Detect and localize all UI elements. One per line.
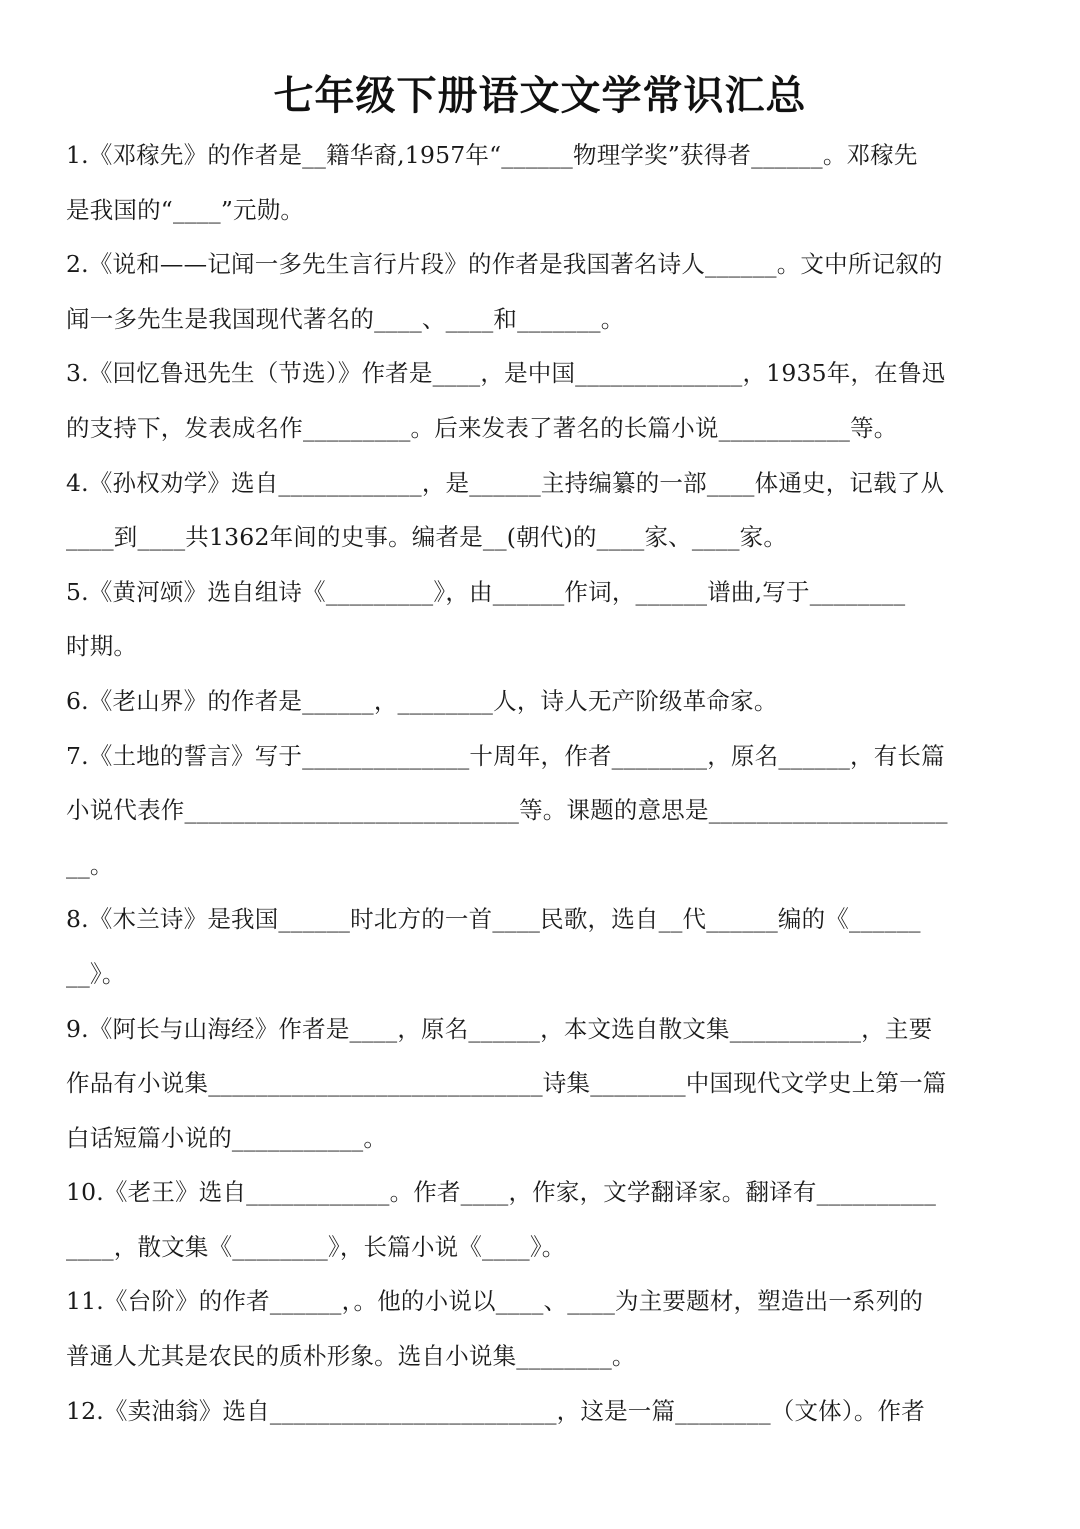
- text-line: 5.《黄河颂》选自组诗《_________》，由______作词，______谱曲,写于________: [66, 577, 906, 606]
- text-line: 小说代表作____________________________等。课题的意思是____________________: [66, 796, 948, 825]
- text-line: 7.《土地的誓言》写于______________十周年，作者________，原名______，有长篇: [66, 741, 945, 770]
- text-line: 是我国的“____”元勋。: [66, 195, 305, 224]
- text-line: 8.《木兰诗》是我国______时北方的一首____民歌，选自__代______编的《______: [66, 905, 921, 934]
- text-line: 1.《邓稼先》的作者是__籍华裔,1957年“______物理学奖”获得者______。邓稼先: [66, 141, 918, 169]
- question-list: [66, 128, 1014, 1438]
- text-line: __》。: [66, 959, 126, 988]
- document-title: 七年级下册语文文学常识汇总: [273, 73, 807, 119]
- text-line: 时期。: [66, 632, 138, 661]
- text-line: 12.《卖油翁》选自________________________，这是一篇________（文体）。作者: [66, 1396, 925, 1425]
- text-line: 普通人尤其是农民的质朴形象。选自小说集________。: [66, 1342, 636, 1371]
- text-line: 的支持下，发表成名作_________。后来发表了著名的长篇小说___________等。: [66, 413, 898, 442]
- text-line: 9.《阿长与山海经》作者是____，原名______，本文选自散文集___________，主要: [66, 1014, 933, 1043]
- text-line: 10.《老王》选自____________。作者____，作家，文学翻译家。翻译有__________: [66, 1178, 937, 1207]
- text-line: __。: [66, 850, 114, 879]
- text-line: 3.《回忆鲁迅先生（节选）》作者是____，是中国______________，1935年，在鲁迅: [66, 359, 946, 388]
- text-line: 6.《老山界》的作者是______，________人，诗人无产阶级革命家。: [66, 686, 778, 715]
- text-line: 白话短篇小说的___________。: [66, 1123, 388, 1152]
- text-line: ____，散文集《________》，长篇小说《____》。: [66, 1232, 566, 1261]
- text-line: 4.《孙权劝学》选自____________，是______主持编纂的一部____体通史，记载了从: [66, 468, 945, 497]
- text-line: 闻一多先生是我国现代著名的____、____和_______。: [66, 304, 625, 333]
- text-line: 2.《说和——记闻一多先生言行片段》的作者是我国著名诗人______。文中所记叙的: [66, 250, 943, 279]
- text-line: 11.《台阶》的作者______，。他的小说以____、____为主要题材，塑造出一系列的: [66, 1287, 924, 1316]
- text-line: 作品有小说集____________________________诗集________中国现代文学史上第一篇: [66, 1069, 947, 1098]
- text-line: ____到____共1362年间的史事。编者是__(朝代)的____家、____家。: [66, 523, 788, 552]
